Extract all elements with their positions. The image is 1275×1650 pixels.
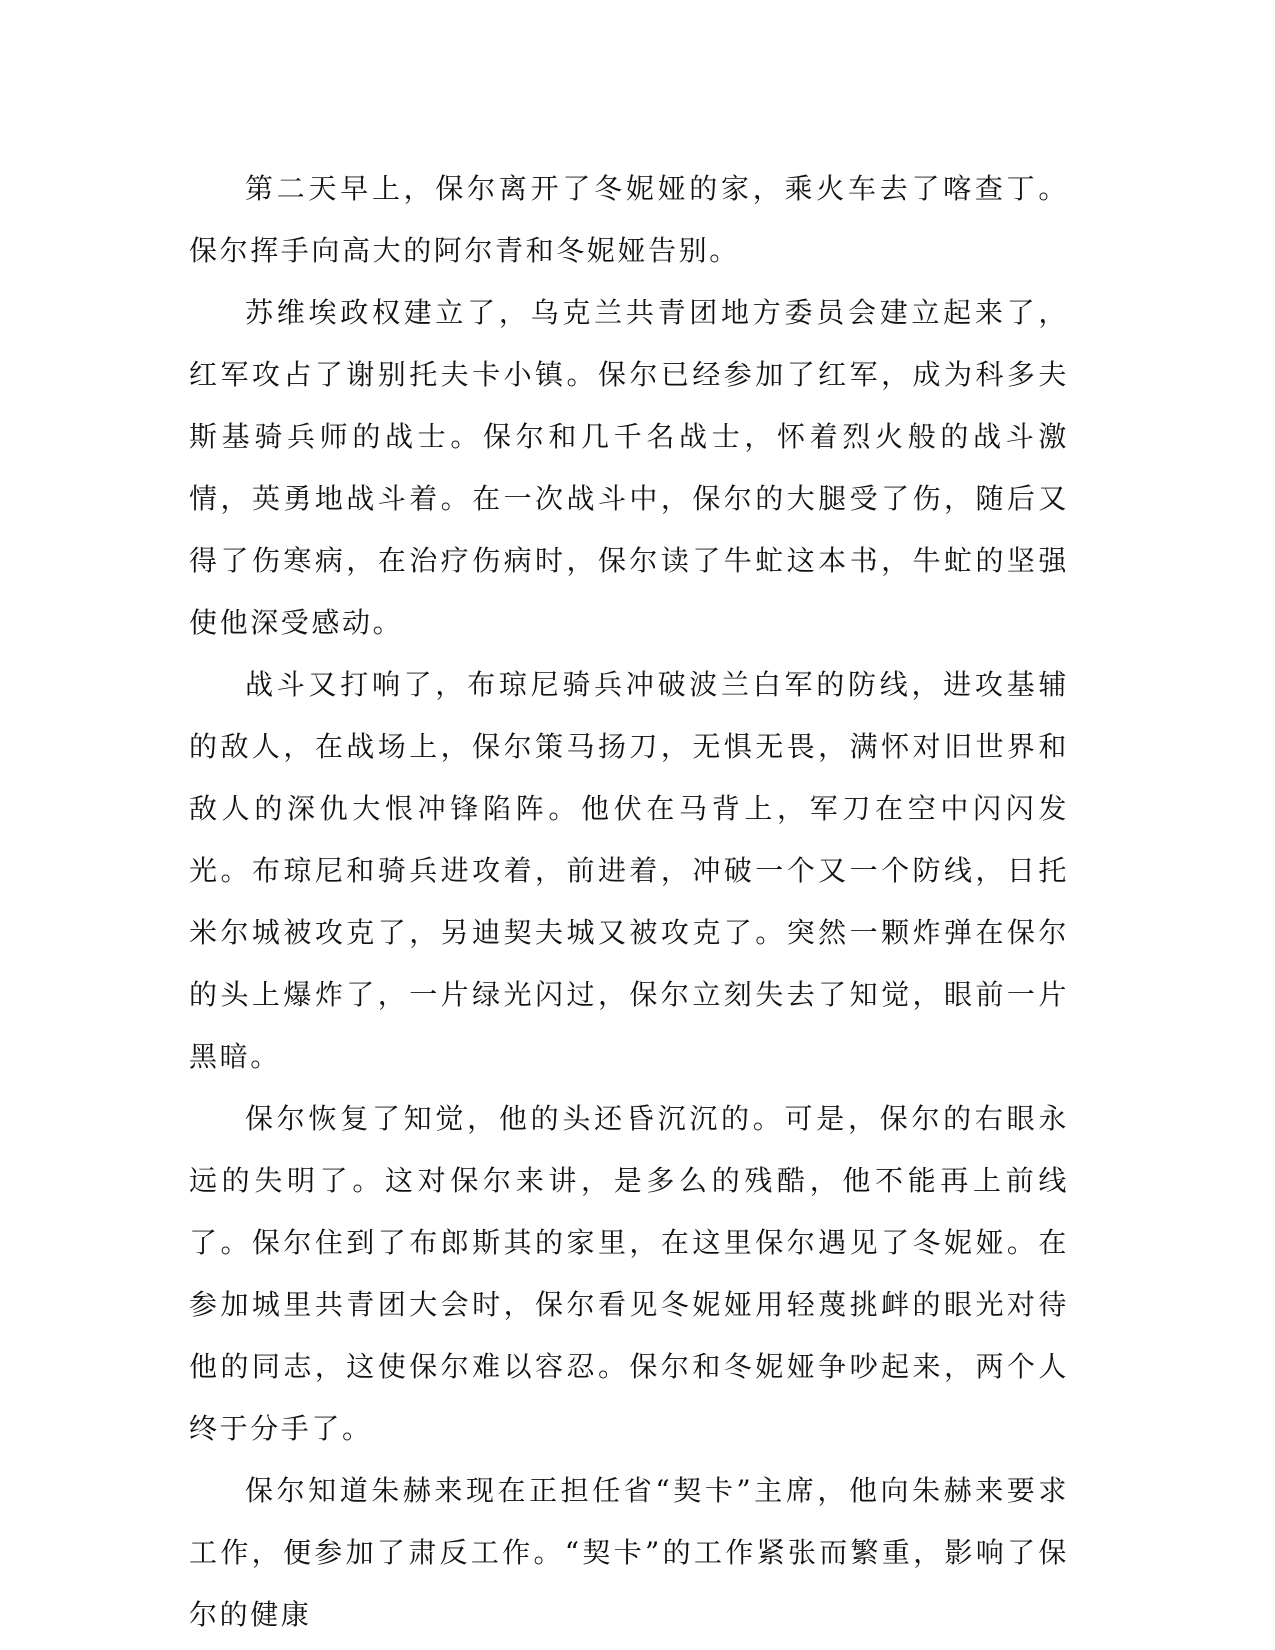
paragraph-2: 苏维埃政权建立了，乌克兰共青团地方委员会建立起来了，红军攻占了谢别托夫卡小镇。保尔已经参加了红军，成为科多夫斯基骑兵师的战士。保尔和几千名战士，怀着烈火般的战斗激情，英勇地战斗着。在一次战斗中，保尔的大腿受了伤，随后又得了伤寒病，在治疗伤病时，保尔读了牛虻这本书，牛虻的坚强使他深受感动。 xyxy=(189,296,1069,639)
document-body xyxy=(189,158,1069,1646)
paragraph-5: 保尔知道朱赫来现在正担任省“契卡”主席，他向朱赫来要求工作，便参加了肃反工作。“契卡”的工作紧张而繁重，影响了保尔的健康 xyxy=(189,1474,1069,1631)
paragraph-3: 战斗又打响了，布琼尼骑兵冲破波兰白军的防线，进攻基辅的敌人，在战场上，保尔策马扬刀，无惧无畏，满怀对旧世界和敌人的深仇大恨冲锋陷阵。他伏在马背上，军刀在空中闪闪发光。布琼尼和骑兵进攻着，前进着，冲破一个又一个防线，日托米尔城被攻克了，另迪契夫城又被攻克了。突然一颗炸弹在保尔的头上爆炸了，一片绿光闪过，保尔立刻失去了知觉，眼前一片黑暗。 xyxy=(189,668,1069,1073)
paragraph-1: 第二天早上，保尔离开了冬妮娅的家，乘火车去了喀查丁。保尔挥手向高大的阿尔青和冬妮娅告别。 xyxy=(189,172,1069,267)
paragraph-4: 保尔恢复了知觉，他的头还昏沉沉的。可是，保尔的右眼永远的失明了。这对保尔来讲，是多么的残酷，他不能再上前线了。保尔住到了布郎斯其的家里，在这里保尔遇见了冬妮娅。在参加城里共青团大会时，保尔看见冬妮娅用轻蔑挑衅的眼光对待他的同志，这使保尔难以容忍。保尔和冬妮娅争吵起来，两个人终于分手了。 xyxy=(189,1102,1069,1445)
